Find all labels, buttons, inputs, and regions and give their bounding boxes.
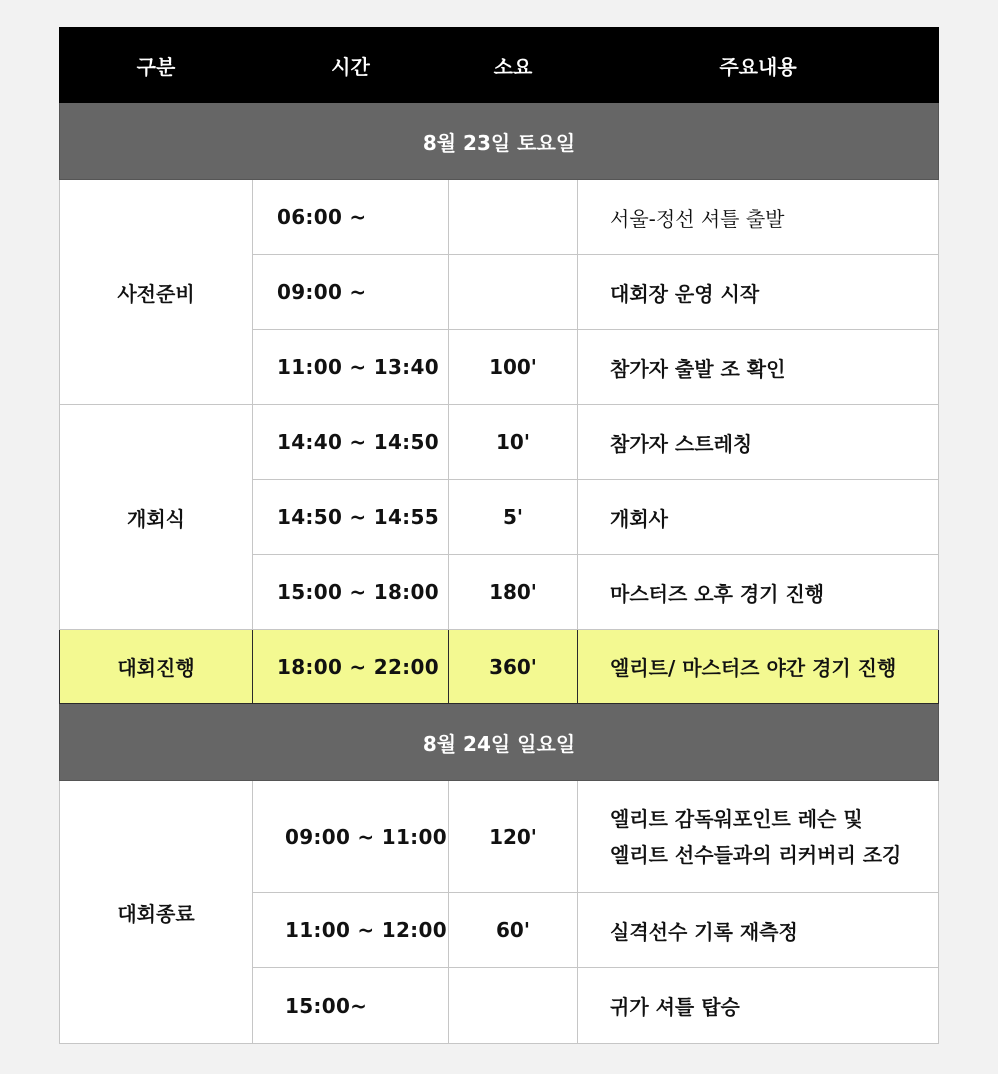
content-cell: 대회장 운영 시작 — [578, 255, 939, 330]
day-label: 8월 23일 토요일 — [60, 103, 939, 180]
duration-cell: 100' — [449, 330, 578, 405]
time-cell: 11:00 ~ 13:40 — [253, 330, 449, 405]
day-label: 8월 24일 일요일 — [60, 704, 939, 781]
time-cell: 14:40 ~ 14:50 — [253, 405, 449, 480]
content-cell: 서울-정선 셔틀 출발 — [578, 180, 939, 255]
header-duration: 소요 — [449, 28, 578, 103]
duration-cell: 180' — [449, 555, 578, 630]
content-cell: 개회사 — [578, 480, 939, 555]
table-row — [60, 180, 939, 255]
duration-cell — [449, 255, 578, 330]
time-cell: 15:00 ~ 18:00 — [253, 555, 449, 630]
duration-cell: 120' — [449, 781, 578, 893]
day-row — [60, 704, 939, 781]
header-time: 시간 — [253, 28, 449, 103]
header-category: 구분 — [60, 28, 253, 103]
time-cell: 18:00 ~ 22:00 — [253, 630, 449, 704]
table-row — [60, 781, 939, 893]
content-cell — [578, 781, 939, 893]
header-row — [60, 28, 939, 103]
group-label: 사전준비 — [60, 180, 253, 405]
time-cell: 11:00 ~ 12:00 — [253, 893, 449, 968]
time-cell: 14:50 ~ 14:55 — [253, 480, 449, 555]
schedule-sheet — [59, 27, 938, 1051]
header-content: 주요내용 — [578, 28, 939, 103]
duration-cell: 10' — [449, 405, 578, 480]
content-cell: 실격선수 기록 재측정 — [578, 893, 939, 968]
group-label: 개회식 — [60, 405, 253, 630]
duration-cell — [449, 968, 578, 1044]
duration-cell: 5' — [449, 480, 578, 555]
content-cell: 엘리트/ 마스터즈 야간 경기 진행 — [578, 630, 939, 704]
content-cell: 귀가 셔틀 탑승 — [578, 968, 939, 1044]
schedule-table — [59, 27, 939, 1044]
duration-cell: 360' — [449, 630, 578, 704]
content-cell: 참가자 스트레칭 — [578, 405, 939, 480]
content-cell: 참가자 출발 조 확인 — [578, 330, 939, 405]
content-cell: 마스터즈 오후 경기 진행 — [578, 555, 939, 630]
group-label: 대회진행 — [60, 630, 253, 704]
time-cell: 06:00 ~ — [253, 180, 449, 255]
duration-cell — [449, 180, 578, 255]
content-line: 엘리트 선수들과의 리커버리 조깅 — [610, 842, 902, 867]
duration-cell: 60' — [449, 893, 578, 968]
highlight-row — [60, 630, 939, 704]
content-line: 엘리트 감독워포인트 레슨 및 — [610, 806, 863, 831]
group-label: 대회종료 — [60, 781, 253, 1044]
table-row — [60, 405, 939, 480]
time-cell: 15:00~ — [253, 968, 449, 1044]
time-cell: 09:00 ~ — [253, 255, 449, 330]
day-row — [60, 103, 939, 180]
time-cell: 09:00 ~ 11:00 — [253, 781, 449, 893]
